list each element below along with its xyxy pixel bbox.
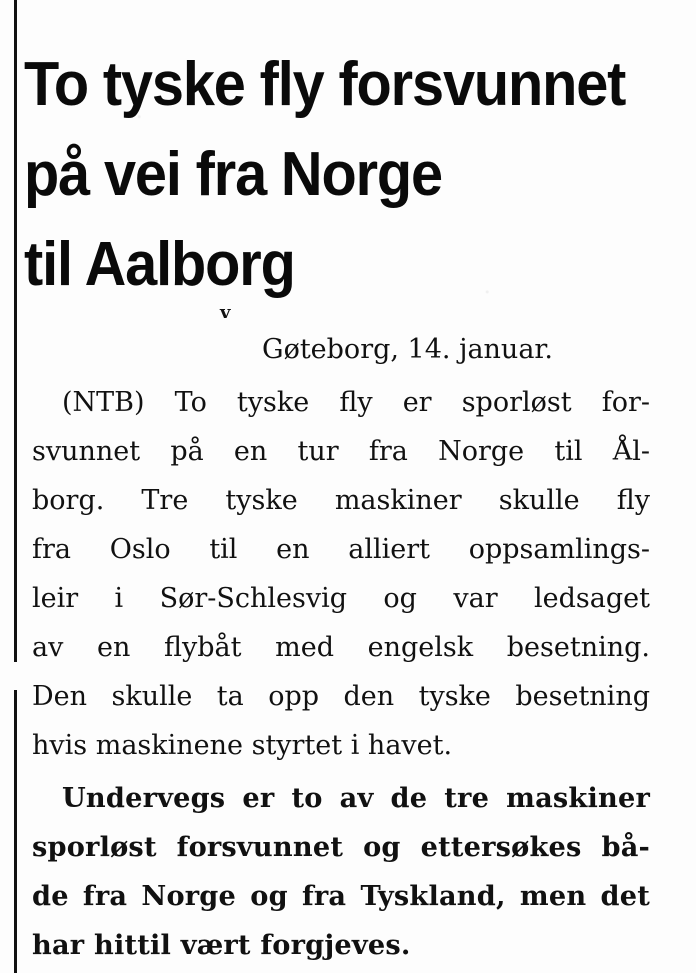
print-mark: v [220,302,231,323]
body-line: (NTB) To tyske fly er sporløst for- [62,387,650,418]
dateline: Gøteborg, 14. januar. [262,334,553,365]
body-line: fra Oslo til en alliert oppsamlings- [32,534,650,565]
body-line: borg. Tre tyske maskiner skulle fly [32,485,650,516]
body-line: Den skulle ta opp den tyske besetning [32,681,650,712]
body-line: Undervegs er to av de tre maskiner [62,782,650,814]
paragraph-1 [32,378,650,770]
body-line: sporløst forsvunnet og ettersøkes bå- [32,831,650,863]
body-line: leir i Sør-Schlesvig og var ledsaget [32,583,650,614]
paragraph-2 [32,774,650,970]
article-body [32,378,650,970]
column-rule-top [14,0,17,662]
body-line: av en flybåt med engelsk besetning. [32,632,650,663]
column-rule-bottom [14,690,17,973]
body-line: har hittil vært forgjeves. [32,929,411,961]
headline [24,40,625,310]
headline-line-2: på vei fra Norge [24,140,442,209]
body-line: svunnet på en tur fra Norge til Ål- [32,436,650,467]
headline-line-3: til Aalborg [24,230,295,299]
body-line: hvis maskinene styrtet i havet. [32,730,453,761]
body-line: de fra Norge og fra Tyskland, men det [32,880,650,912]
headline-line-1: To tyske fly forsvunnet [24,50,626,119]
